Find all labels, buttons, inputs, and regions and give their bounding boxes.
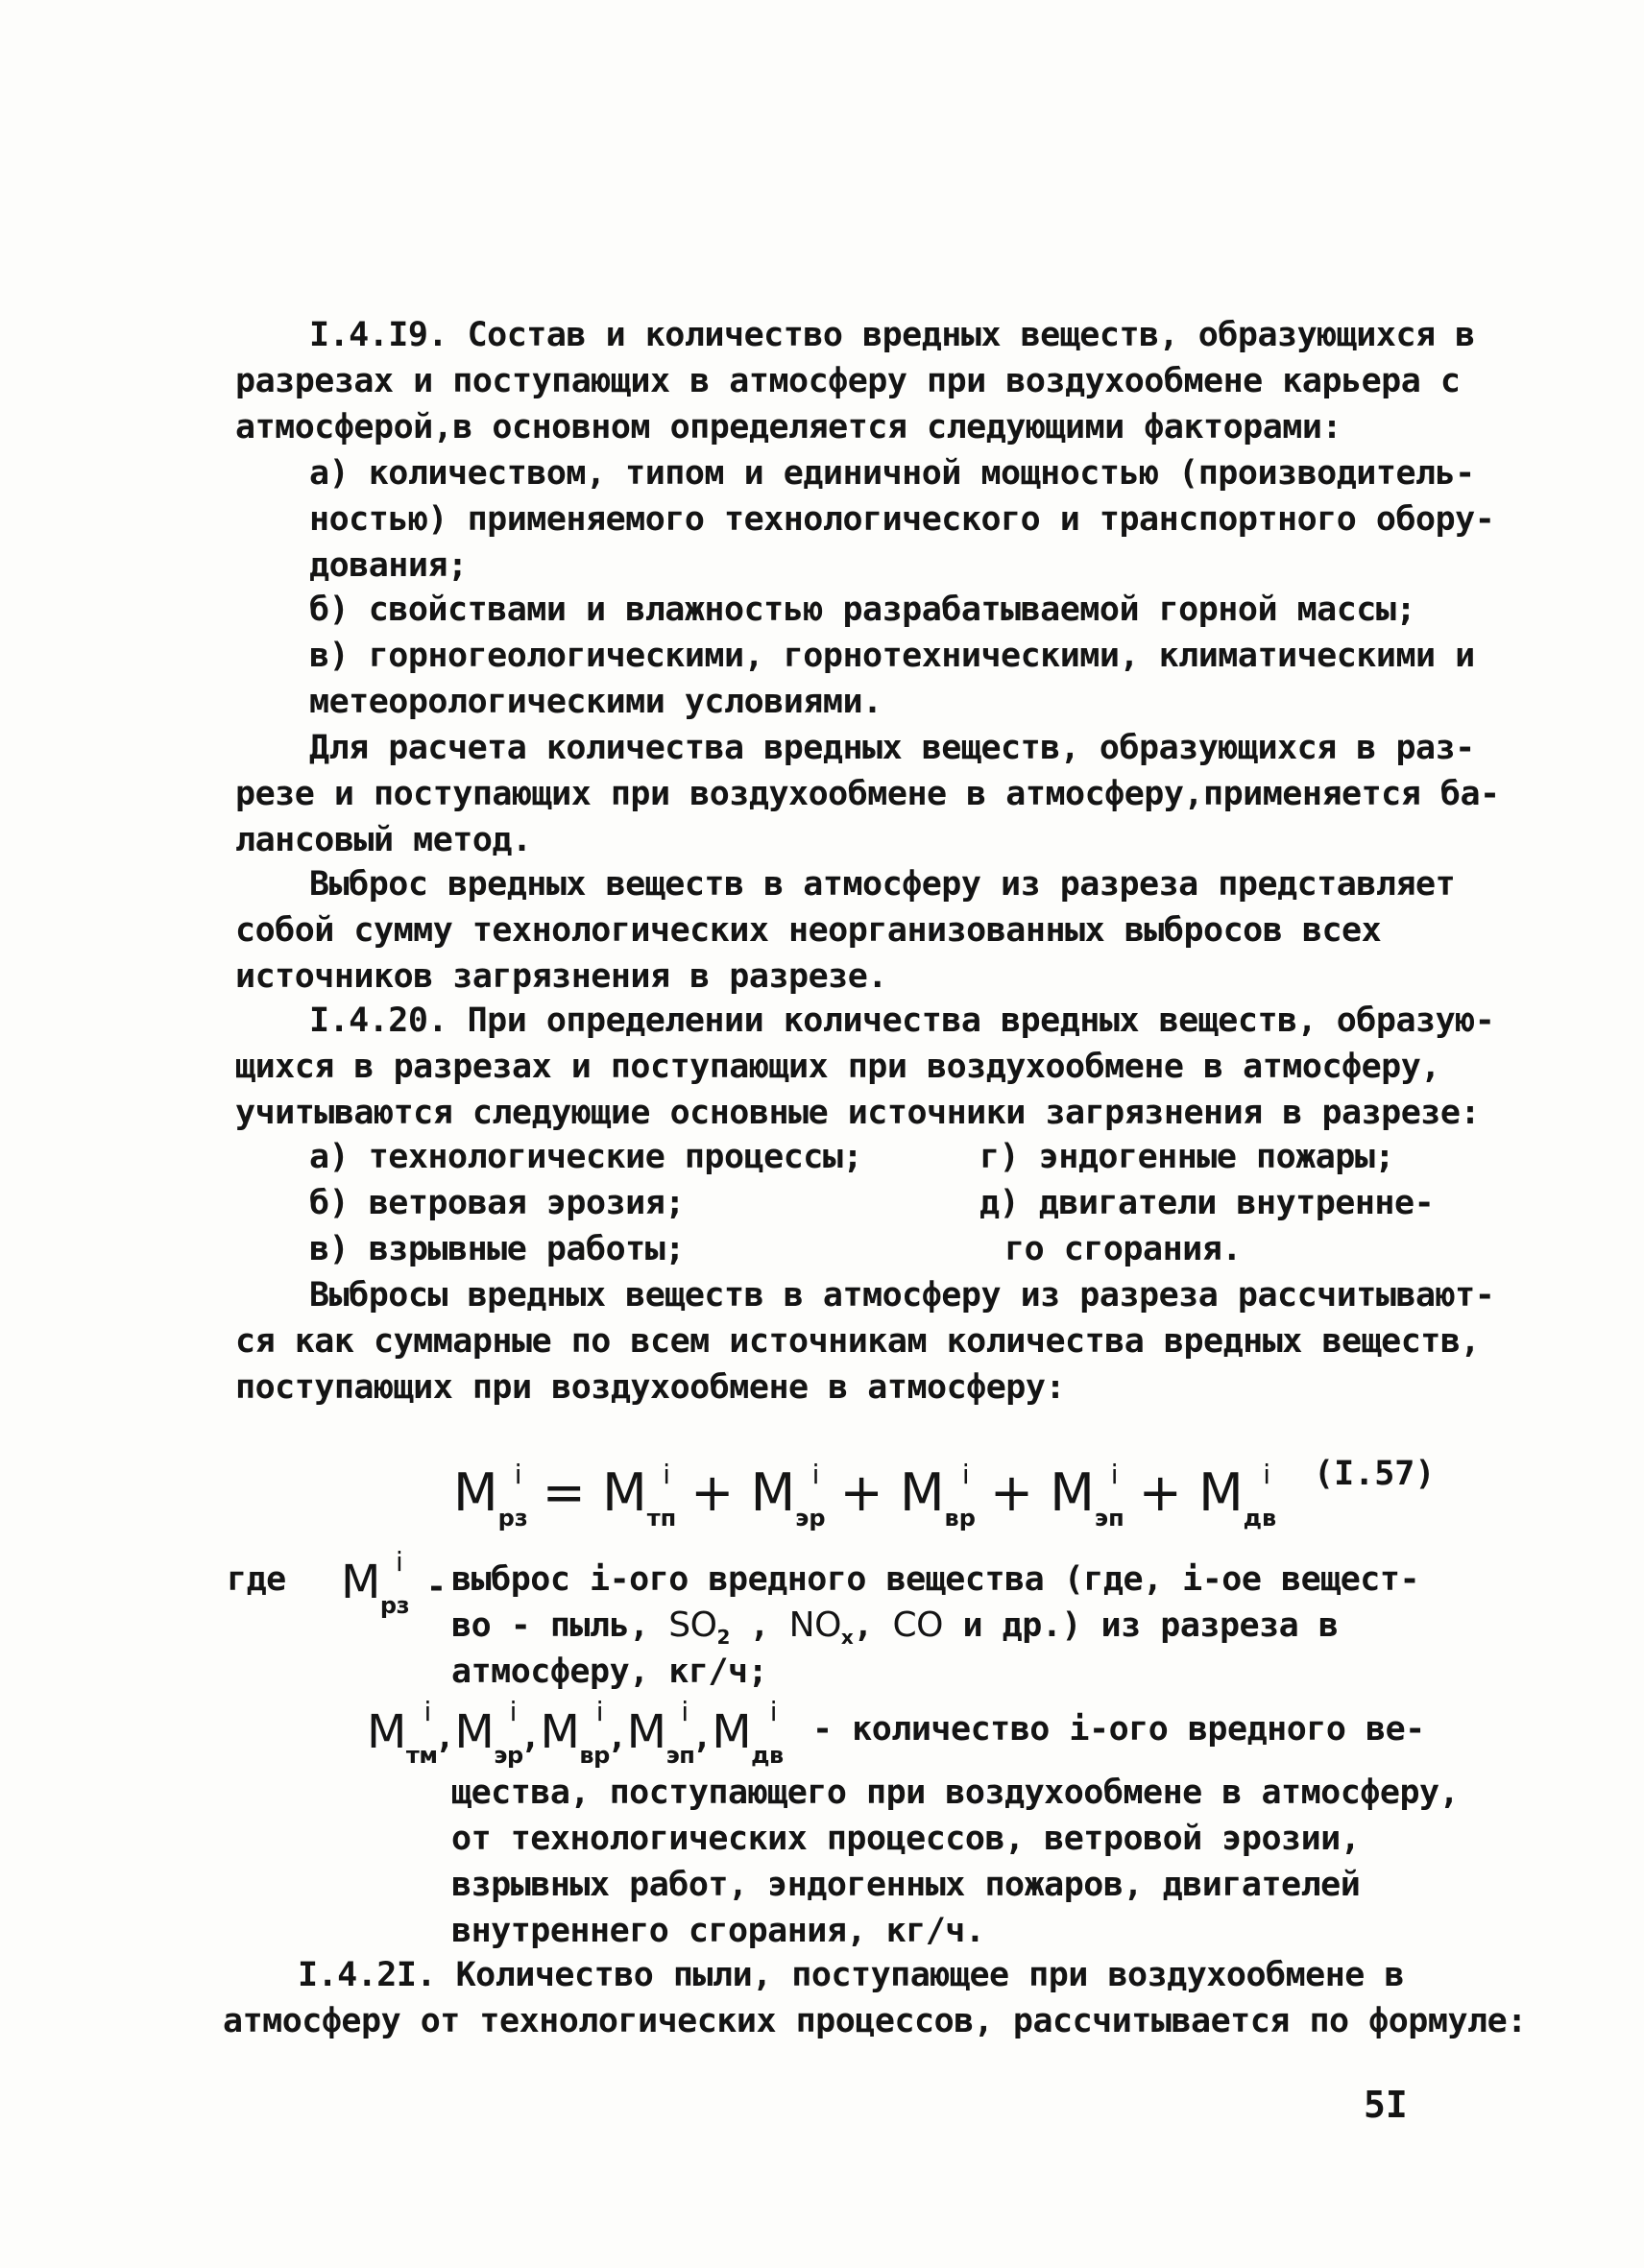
definition-text: - количество i-ого вредного ве- [812, 1710, 1425, 1749]
list-item-text: г) эндогенные пожары; [979, 1138, 1395, 1176]
text-line: атмосферу от технологических процессов, рассчитывается по формуле: [223, 2002, 1527, 2040]
where-label: где [227, 1560, 286, 1599]
list-item-text: го сгорания. [1004, 1230, 1242, 1268]
list-item-text: ностью) применяемого технологического и транспортного обору- [309, 500, 1495, 539]
text-line: поступающих при воздухообмене в атмосферу: [235, 1368, 1066, 1407]
where-symbol: $M_{рз}^i$ - [341, 1546, 447, 1619]
definition-text: взрывных работ, эндогенных пожаров, двигателей [451, 1866, 1361, 1904]
list-item-text: а) количеством, типом и единичной мощностью (производитель- [309, 454, 1475, 493]
text-line: I.4.2I. Количество пыли, поступающее при воздухообмене в [298, 1956, 1405, 1994]
list-item-text: а) технологические процессы; [309, 1138, 863, 1176]
text-line: щихся в разрезах и поступающих при воздухообмене в атмосферу, [235, 1048, 1440, 1086]
definition-text: от технологических процессов, ветровой эрозии, [451, 1820, 1361, 1858]
equation-157: $M_{рз}^i = M_{тп}^i + M_{эр}^i + M_{вр}^i + M_{эп}^i + M_{дв}^i$ [453, 1459, 1277, 1532]
definition-text: атмосферу, кг/ч; [451, 1653, 768, 1691]
text-line: разрезах и поступающих в атмосферу при воздухообмене карьера с [235, 362, 1461, 400]
where-symbol-list: $M_{тм}^i,M_{эр}^i,M_{вр}^i,M_{эп}^i,M_{дв}^i$ [367, 1696, 784, 1769]
text-line: учитываются следующие основные источники загрязнения в разрезе: [235, 1094, 1481, 1132]
list-item-text: в) горногеологическими, горнотехническими, климатическими и [309, 637, 1475, 675]
list-item-text: б) свойствами и влажностью разрабатываемой горной массы; [309, 591, 1416, 629]
text-line: Выброс вредных веществ в атмосферу из разреза представляет [309, 865, 1456, 904]
list-item-text: д) двигатели внутренне- [979, 1184, 1435, 1222]
text-line: Выбросы вредных веществ в атмосферу из разреза рассчитывают- [309, 1276, 1495, 1315]
list-item-text: б) ветровая эрозия; [309, 1184, 685, 1222]
list-item-text: дования; [309, 546, 468, 585]
text-line: I.4.20. При определении количества вредных веществ, образую- [309, 1001, 1495, 1040]
definition-text: выброс i-ого вредного вещества (где, i-ое вещест- [451, 1560, 1420, 1599]
text-line: I.4.I9. Состав и количество вредных веществ, образующихся в [309, 316, 1475, 354]
text-line: Для расчета количества вредных веществ, образующихся в раз- [309, 729, 1475, 767]
definition-text: во - пыль, $SO_2$ , $NO_x$, CO и др.) из разреза в [451, 1605, 1339, 1649]
text-line: источников загрязнения в разрезе. [235, 957, 887, 996]
list-item-text: в) взрывные работы; [309, 1230, 685, 1268]
equation-number: (I.57) [1314, 1455, 1436, 1493]
page-number: 5I [1364, 2084, 1408, 2126]
list-item-text: метеорологическими условиями. [309, 683, 882, 721]
definition-text: внутреннего сгорания, кг/ч. [451, 1912, 985, 1950]
text-line: ся как суммарные по всем источникам количества вредных веществ, [235, 1322, 1481, 1361]
text-line: лансовый метод. [235, 821, 532, 859]
text-line: резе и поступающих при воздухообмене в атмосферу,применяется ба- [235, 775, 1500, 813]
text-line: собой сумму технологических неорганизованных выбросов всех [235, 911, 1382, 950]
text-line: атмосферой,в основном определяется следующими факторами: [235, 408, 1342, 446]
definition-text: щества, поступающего при воздухообмене в атмосферу, [451, 1773, 1460, 1812]
